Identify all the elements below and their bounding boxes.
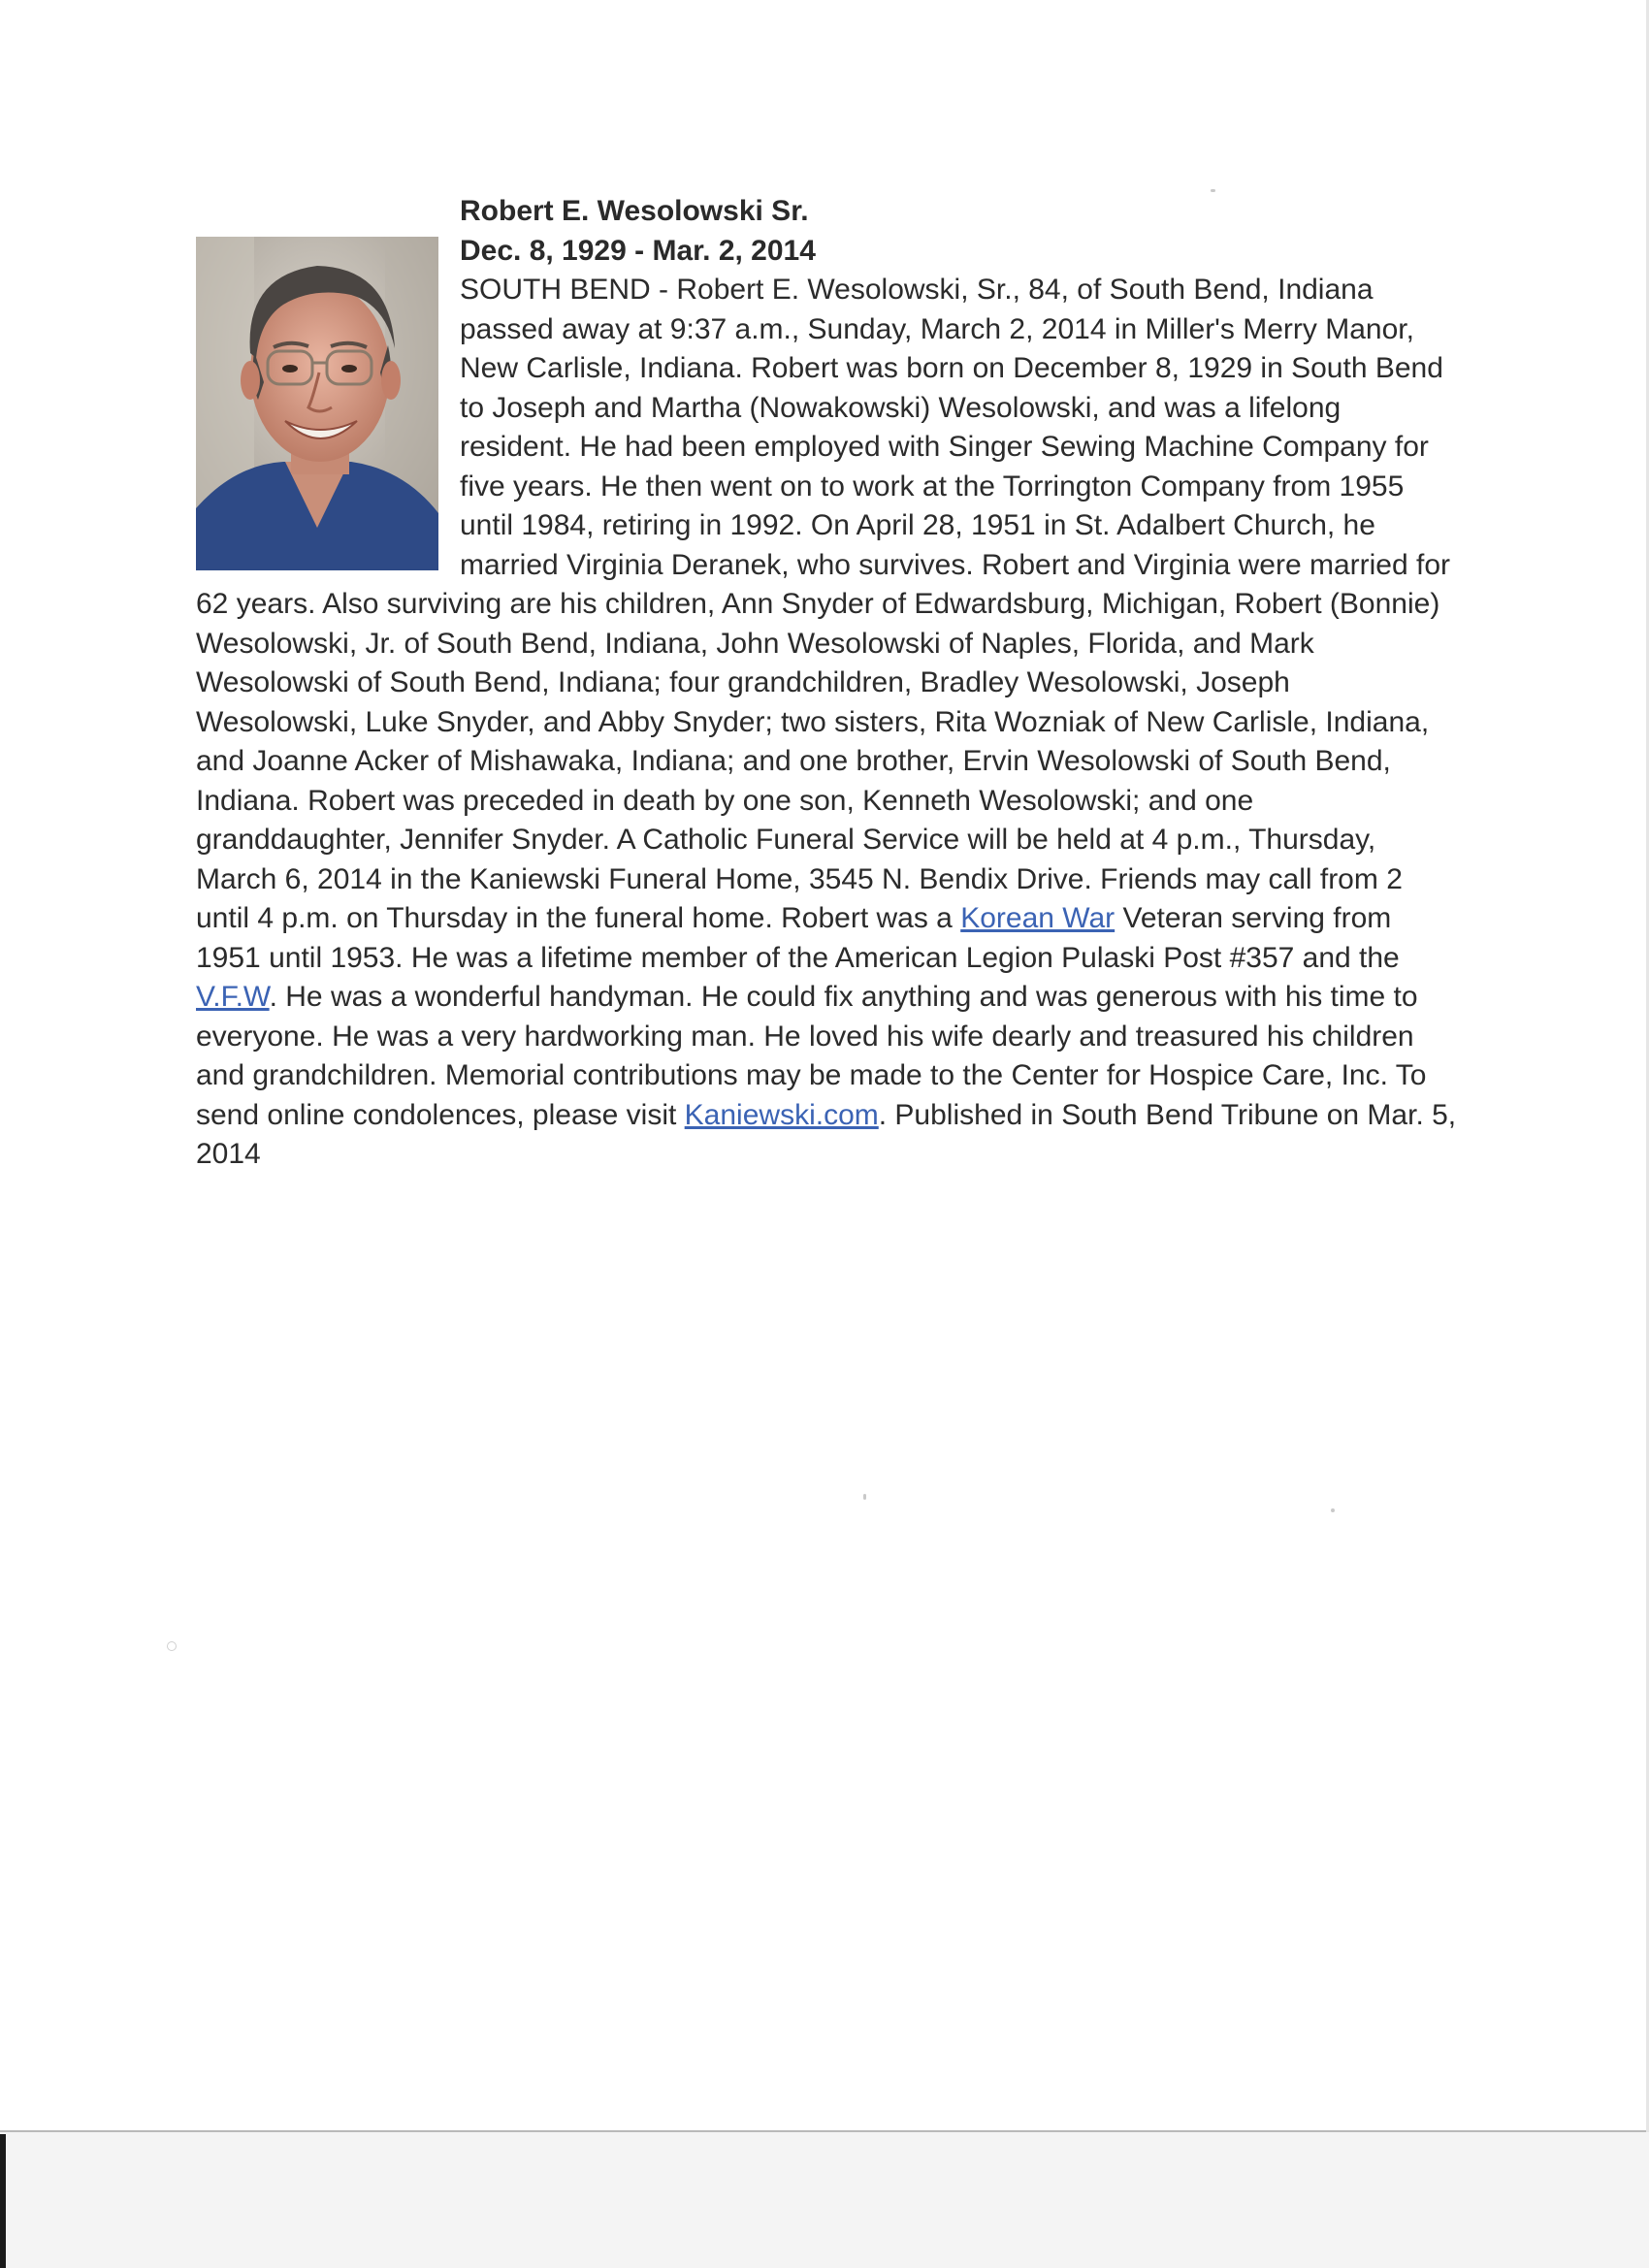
scan-speck	[167, 1641, 177, 1651]
kaniewski-link[interactable]: Kaniewski.com	[684, 1098, 879, 1131]
life-dates: Dec. 8, 1929 - Mar. 2, 2014	[460, 234, 816, 267]
scanner-bed-strip	[0, 2132, 1649, 2268]
scan-speck	[1211, 189, 1215, 192]
scan-speck	[863, 1494, 866, 1500]
obituary-text-part-2: Veteran serving from 1951 until 1953. He was a lifetime member of the American Legion Pulaski Post #357 and the	[196, 902, 1400, 974]
portrait-photo	[196, 237, 438, 570]
obituary-article	[196, 192, 1457, 1175]
scanner-left-edge	[0, 2134, 6, 2268]
obituary-text-part-3: . He was a wonderful handyman. He could fix anything and was generous with his time to everyone. He was a very hardworking man. He loved his wife dearly and treasured his children and grandchildren. Memorial contributions may be made to the Center for Hospice Care, Inc. To send online condolences, please visit	[196, 981, 1427, 1131]
obituary-text-part-1: SOUTH BEND - Robert E. Wesolowski, Sr., 84, of South Bend, Indiana passed away at 9:37 a.m., Sunday, March 2, 2014 in Miller's Merry Manor, New Carlisle, Indiana. Robert was born on December 8, 1929 in South Bend to Joseph and Martha (Nowakowski) Wesolowski, and was a lifelong resident. He had been employed with Singer Sewing Machine Company for five years. He then went on to work at the Torrington Company from 1955 until 1984, retiring in 1992. On April 28, 1951 in St. Adalbert Church, he married Virginia Deranek, who survives. Robert and Virginia were married for 62 years. Also surviving are his children, Ann Snyder of Edwardsburg, Michigan, Robert (Bonnie) Wesolowski, Jr. of South Bend, Indiana, John Wesolowski of Naples, Florida, and Mark Wesolowski of South Bend, Indiana; four grandchildren, Bradley Wesolowski, Joseph Wesolowski, Luke Snyder, and Abby Snyder; two sisters, Rita Wozniak of New Carlisle, Indiana, and Joanne Acker of Mishawaka, Indiana; and one brother, Ervin Wesolowski of South Bend, Indiana. Robert was preceded in death by one son, Kenneth Wesolowski; and one granddaughter, Jennifer Snyder. A Catholic Funeral Service will be held at 4 p.m., Thursday, March 6, 2014 in the Kaniewski Funeral Home, 3545 N. Bendix Drive. Friends may call from 2 until 4 p.m. on Thursday in the funeral home. Robert was a	[196, 274, 1450, 934]
vfw-link[interactable]: V.F.W	[196, 981, 270, 1013]
korean-war-link[interactable]: Korean War	[960, 902, 1116, 934]
scan-speck	[1331, 1508, 1335, 1512]
deceased-name: Robert E. Wesolowski Sr.	[460, 195, 809, 227]
obituary-text-part-4: . Published in South Bend Tribune on Mar. 5, 2014	[196, 1098, 1457, 1170]
